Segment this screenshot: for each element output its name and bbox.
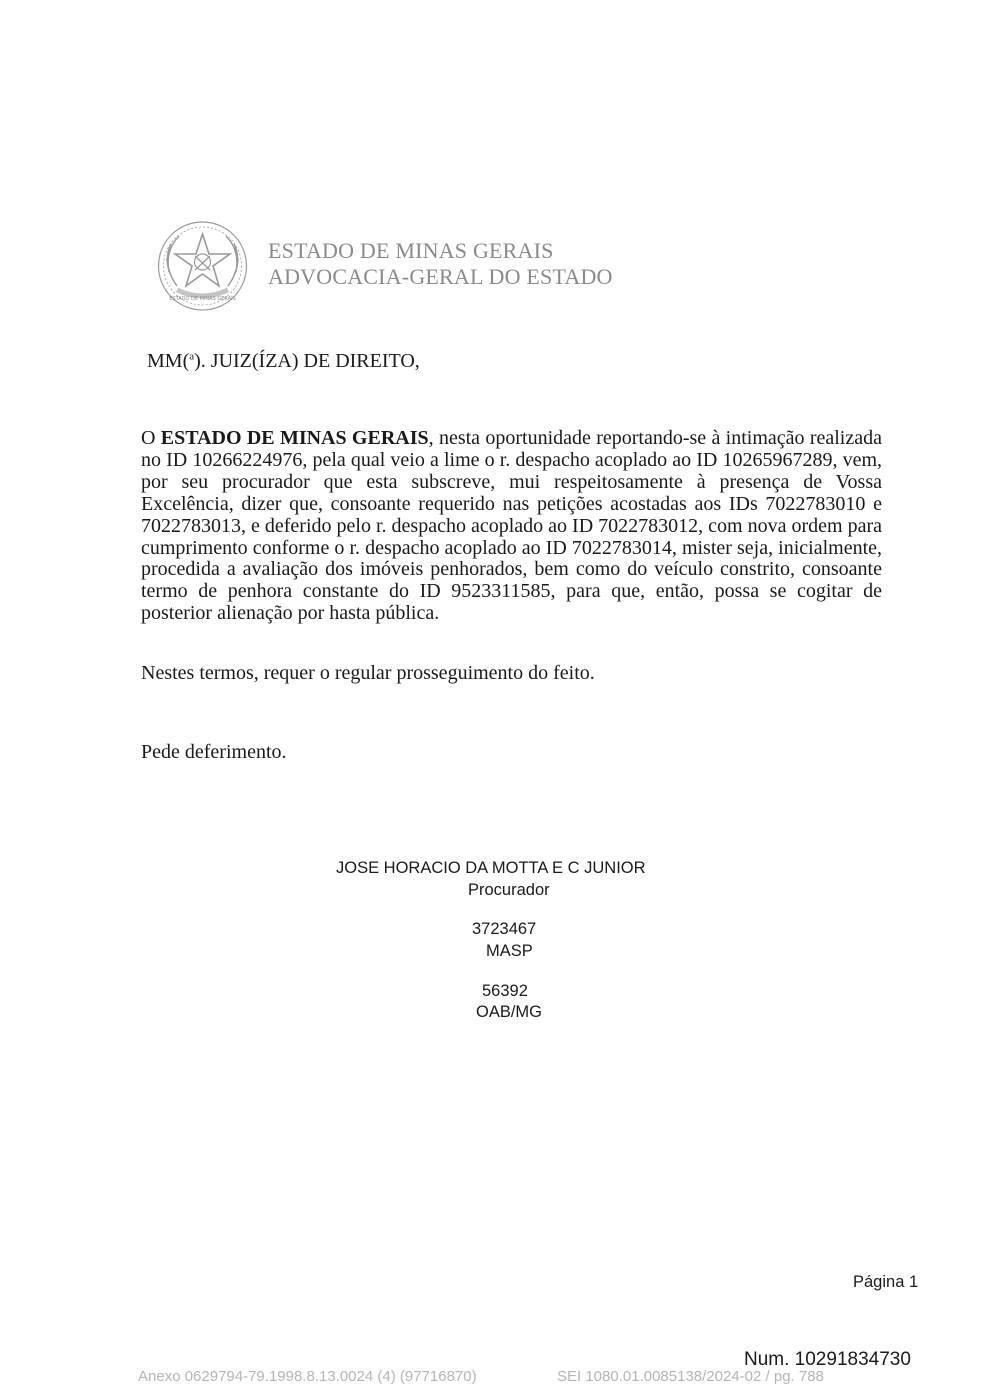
masp-label: MASP bbox=[486, 942, 533, 960]
addressee-superscript: a bbox=[189, 350, 195, 363]
addressee-suffix: ). JUIZ(ÍZA) DE DIREITO, bbox=[194, 350, 420, 372]
addressee-prefix: MM( bbox=[147, 350, 190, 372]
party-name-bold: ESTADO DE MINAS GERAIS bbox=[160, 427, 429, 449]
svg-text:ESTADO DE MINAS GERAIS: ESTADO DE MINAS GERAIS bbox=[169, 296, 236, 302]
page-number: Página 1 bbox=[853, 1273, 919, 1291]
paragraph-lead: O bbox=[141, 427, 161, 449]
footer-annex-reference: Anexo 0629794-79.1998.8.13.0024 (4) (97716870) bbox=[138, 1368, 477, 1385]
petition-paragraph bbox=[141, 428, 882, 625]
addressee bbox=[147, 350, 420, 373]
letterhead-agency-name: ADVOCACIA-GERAL DO ESTADO bbox=[268, 264, 613, 289]
letterhead-state-name: ESTADO DE MINAS GERAIS bbox=[268, 238, 554, 263]
document-number: Num. 10291834730 bbox=[744, 1349, 911, 1370]
footer-sei-reference: SEI 1080.01.0085138/2024-02 / pg. 788 bbox=[557, 1368, 824, 1385]
coat-of-arms-seal-icon bbox=[155, 220, 250, 312]
closing-paragraph: Pede deferimento. bbox=[141, 741, 287, 763]
signatory-name: JOSE HORACIO DA MOTTA E C JUNIOR bbox=[336, 859, 646, 877]
oab-label: OAB/MG bbox=[476, 1003, 543, 1021]
masp-number: 3723467 bbox=[472, 920, 537, 938]
signatory-role: Procurador bbox=[468, 881, 550, 899]
request-paragraph: Nestes termos, requer o regular prosseguimento do feito. bbox=[141, 662, 595, 684]
paragraph-text: , nesta oportunidade reportando-se à intimação realizada no ID 10266224976, pela qual veio a lime o r. despacho acoplado ao ID 10265967289, vem, por seu procurador que esta subscreve, mui respeitosamente à presença de Vossa Excelência, dizer que, consoante requerido nas petições acostadas aos IDs 7022783010 e 7022783013, e deferido pelo r. despacho acoplado ao ID 7022783012, com nova ordem para cumprimento conforme o r. despacho acoplado ao ID 7022783014, mister seja, inicialmente, procedida a avaliação dos imóveis penhorados, bem como do veículo constrito, consoante termo de penhora constante do ID 9523311585, para que, então, possa se cogitar de posterior alienação por hasta pública. bbox=[141, 427, 882, 625]
oab-number: 56392 bbox=[482, 982, 528, 1000]
